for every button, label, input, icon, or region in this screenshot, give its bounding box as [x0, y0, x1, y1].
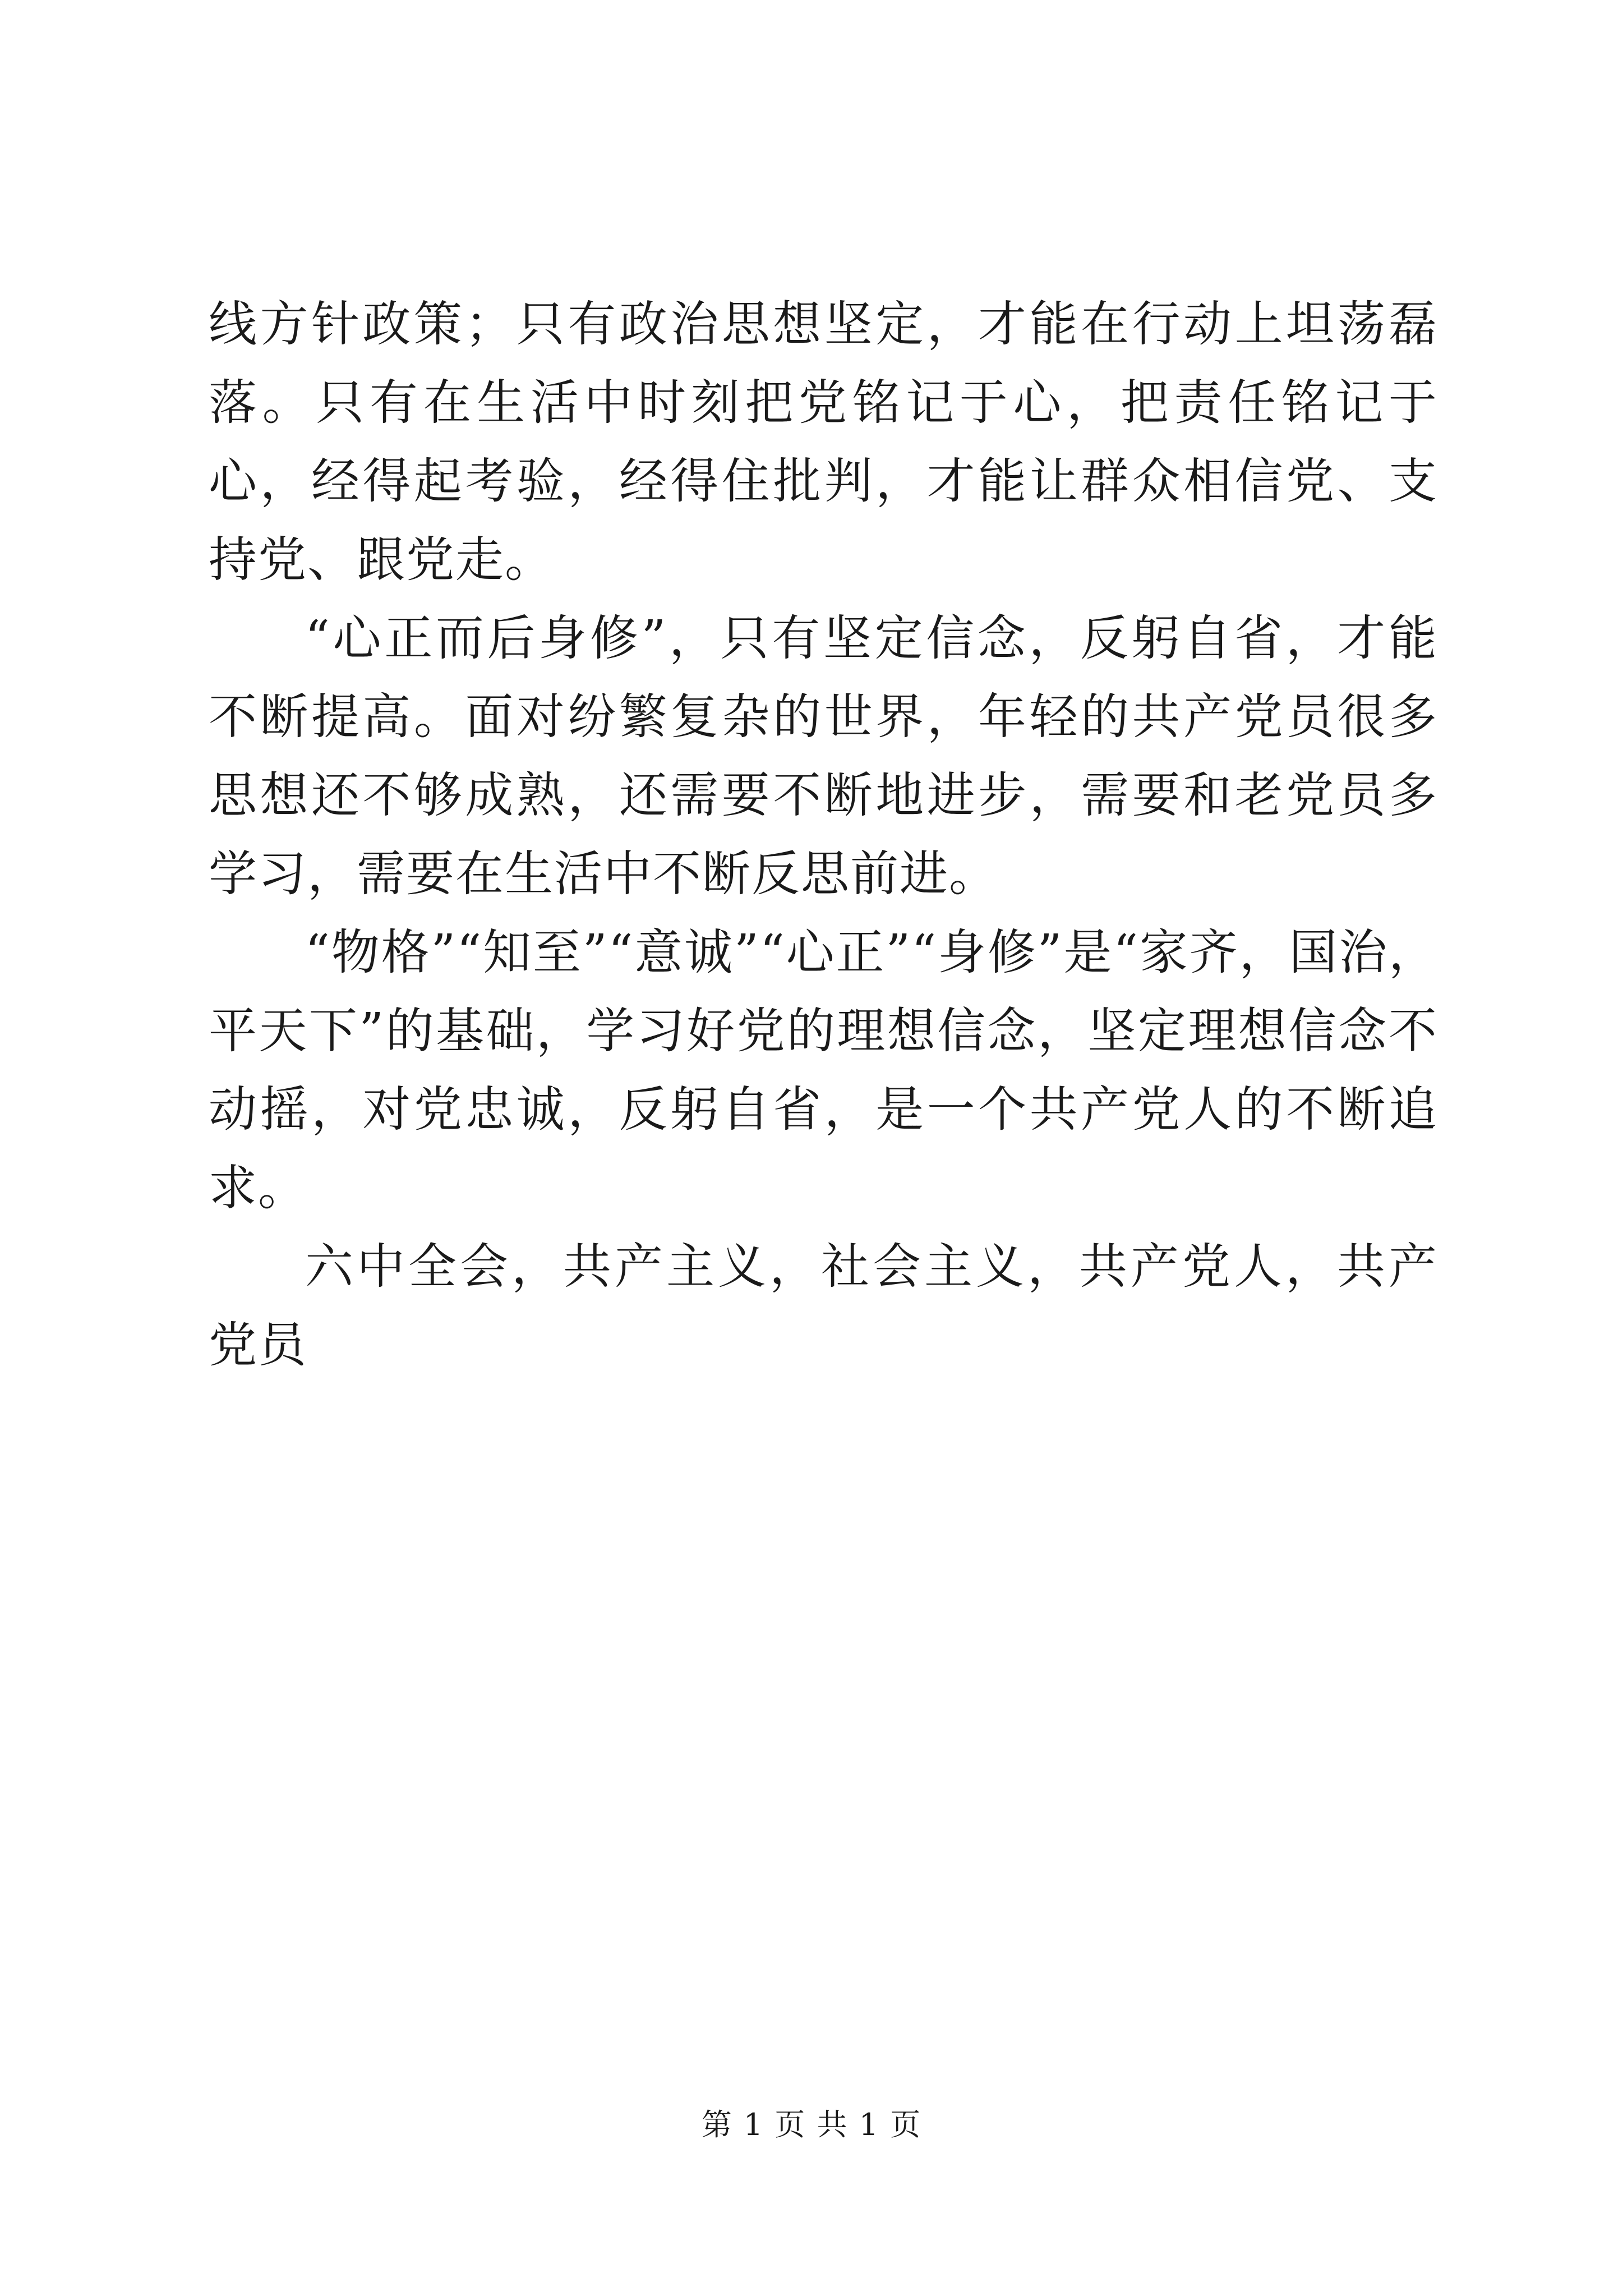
- paragraph-3: “物格”“知至”“意诚”“心正”“身修”是“家齐，国治，平天下”的基础，学习好党的理想信念，坚定理想信念不动摇，对党忠诚，反躬自省，是一个共产党人的不断追求。: [209, 924, 1438, 1216]
- paragraph-keywords: 六中全会，共产主义，社会主义，共产党人，共产党员: [209, 1239, 1438, 1373]
- paragraph-1: 线方针政策；只有政治思想坚定，才能在行动上坦荡磊落。只有在生活中时刻把党铭记于心，把责任铭记于心，经得起考验，经得住批判，才能让群众相信党、支持党、跟党走。: [209, 296, 1438, 588]
- page-footer: 第 1 页 共 1 页: [701, 2107, 922, 2142]
- document-body: [209, 285, 1438, 1384]
- paragraph-2: “心正而后身修”，只有坚定信念，反躬自省，才能不断提高。面对纷繁复杂的世界，年轻的共产党员很多思想还不够成熟，还需要不断地进步，需要和老党员多学习，需要在生活中不断反思前进。: [209, 610, 1438, 902]
